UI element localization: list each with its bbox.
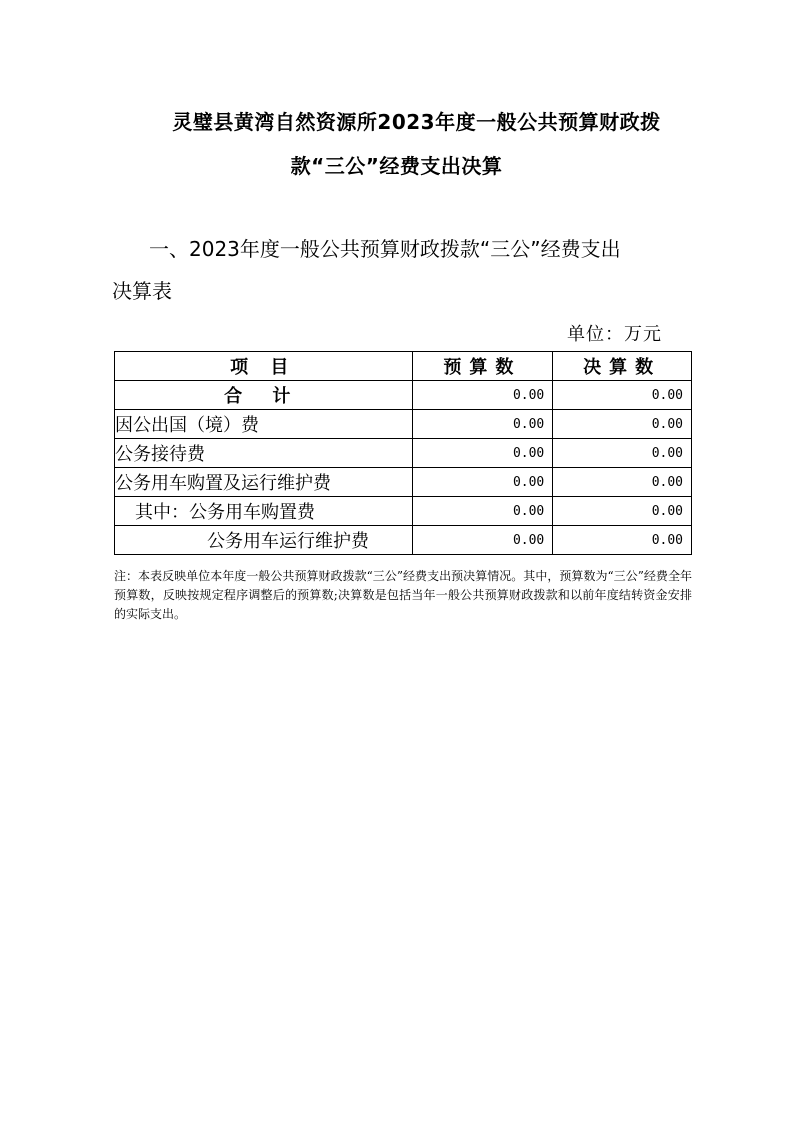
row-budget: 0.00 <box>412 381 553 410</box>
row-final: 0.00 <box>553 439 692 468</box>
row-final: 0.00 <box>553 497 692 526</box>
expense-table <box>114 351 692 555</box>
row-label: 公务用车运行维护费 <box>115 526 413 555</box>
row-final: 0.00 <box>553 468 692 497</box>
row-budget: 0.00 <box>412 526 553 555</box>
row-final: 0.00 <box>553 410 692 439</box>
row-label: 其中：公务用车购置费 <box>115 497 413 526</box>
row-final: 0.00 <box>553 381 692 410</box>
table-header-row <box>115 352 692 381</box>
document-title-line1: 灵璧县黄湾自然资源所2023年度一般公共预算财政拨 <box>172 110 661 134</box>
table-row <box>115 497 692 526</box>
row-budget: 0.00 <box>412 497 553 526</box>
table-row <box>115 468 692 497</box>
header-final: 决算数 <box>553 352 692 381</box>
document-title-line2: 款“三公”经费支出决算 <box>290 154 503 178</box>
row-label: 合 计 <box>115 381 413 410</box>
row-budget: 0.00 <box>412 468 553 497</box>
table-note: 注：本表反映单位本年度一般公共预算财政拨款“三公”经费支出预决算情况。其中，预算数为“三公”经费全年预算数，反映按规定程序调整后的预算数;决算数是包括当年一般公共预算财政拨款和以前年度结转资金安排的实际支出。 <box>114 569 692 621</box>
table-row <box>115 526 692 555</box>
table-row <box>115 439 692 468</box>
row-budget: 0.00 <box>412 410 553 439</box>
unit-label: 单位：万元 <box>567 324 662 345</box>
section-heading-line2: 决算表 <box>112 279 172 303</box>
table-row <box>115 410 692 439</box>
row-label: 公务用车购置及运行维护费 <box>115 468 413 497</box>
table-row <box>115 381 692 410</box>
section-heading-line1: 一、2023年度一般公共预算财政拨款“三公”经费支出 <box>149 237 621 261</box>
row-budget: 0.00 <box>412 439 553 468</box>
row-final: 0.00 <box>553 526 692 555</box>
header-item: 项 目 <box>115 352 413 381</box>
row-label: 因公出国（境）费 <box>115 410 413 439</box>
header-budget: 预算数 <box>412 352 553 381</box>
row-label: 公务接待费 <box>115 439 413 468</box>
